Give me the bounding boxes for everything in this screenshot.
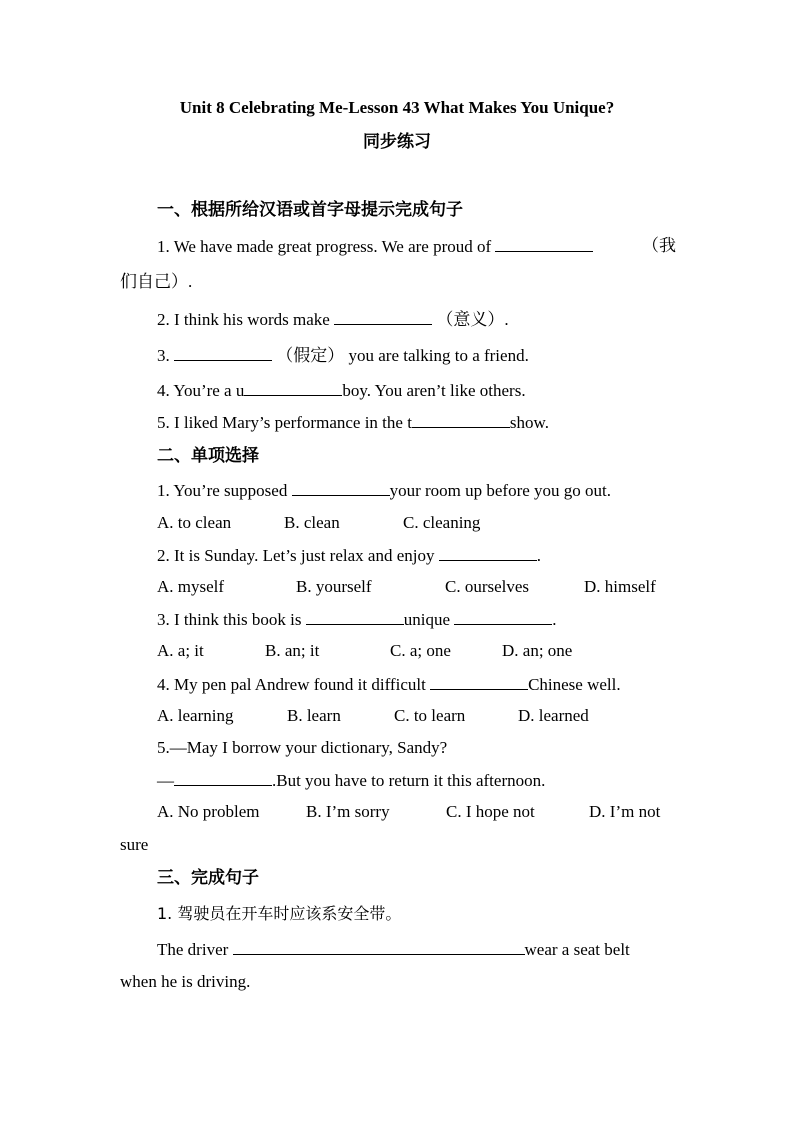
s2-q4-blank[interactable] (430, 673, 528, 690)
s2-q5-option-d[interactable]: D. I’m not (589, 802, 661, 821)
s2-q5-text-b: .But you have to return it this afternoon. (272, 771, 546, 790)
s2-q5-blank[interactable] (174, 769, 272, 786)
s2-q2-option-a[interactable]: A. myself (157, 577, 225, 596)
s2-q5-response (157, 769, 545, 792)
s1-q3-text: （假定） you are talking to a friend. (276, 346, 529, 365)
s2-q4-option-c[interactable]: C. to learn (394, 706, 466, 725)
s1-q2-text: 2. I think his words make (157, 310, 330, 329)
document-title: Unit 8 Celebrating Me-Lesson 43 What Makes You Unique? (179, 98, 615, 117)
s1-question-4 (157, 379, 526, 402)
s3-q1-blank[interactable] (233, 938, 525, 955)
s2-q5-option-a[interactable]: A. No problem (157, 802, 260, 821)
s1-q1-hint: （我 (642, 236, 676, 255)
s2-q3-option-b[interactable]: B. an; it (265, 641, 320, 660)
s1-q1-blank[interactable] (495, 235, 593, 252)
s1-q1-text: 1. We have made great progress. We are proud of (157, 237, 492, 256)
s1-q5-text-a: 5. I liked Mary’s performance in the t (157, 413, 412, 432)
s2-q5-option-b[interactable]: B. I’m sorry (306, 802, 390, 821)
s2-q3-blank-2[interactable] (454, 608, 552, 625)
s2-q2-option-b[interactable]: B. yourself (296, 577, 372, 596)
s1-q4-blank[interactable] (244, 379, 342, 396)
s1-q5-text-b: show. (509, 413, 549, 432)
s1-question-1 (157, 235, 593, 258)
s3-q1-continuation: when he is driving. (120, 972, 251, 991)
section-2-heading: 二、单项选择 (157, 446, 259, 465)
s2-q4-text-b: Chinese well. (528, 675, 621, 694)
s2-q4-option-b[interactable]: B. learn (287, 706, 341, 725)
s3-q1-text-b: wear a seat belt (524, 940, 630, 959)
s1-question-3 (157, 344, 529, 367)
s1-q5-blank[interactable] (412, 411, 510, 428)
s2-q1-text-b: your room up before you go out. (389, 481, 612, 500)
section-3-heading: 三、完成句子 (157, 868, 259, 887)
s2-q2-option-d[interactable]: D. himself (584, 577, 656, 596)
s2-question-2 (157, 544, 541, 567)
s2-q3-text-a: 3. I think this book is (157, 610, 302, 629)
s2-q3-text-c: . (552, 610, 557, 629)
s2-q3-blank-1[interactable] (306, 608, 404, 625)
s1-question-2 (157, 308, 509, 331)
s2-question-3 (157, 608, 557, 631)
s1-q4-text-b: boy. You aren’t like others. (342, 381, 526, 400)
s1-question-5 (157, 411, 549, 434)
s3-q1-text-a: The driver (157, 940, 229, 959)
s2-q3-text-b: unique (403, 610, 451, 629)
s2-q5-option-d-wrap: sure (120, 835, 149, 854)
s2-q2-text-a: 2. It is Sunday. Let’s just relax and enjoy (157, 546, 435, 565)
s1-q3-blank[interactable] (174, 344, 272, 361)
s2-q1-option-c[interactable]: C. cleaning (403, 513, 481, 532)
s1-q3-number: 3. (157, 346, 170, 365)
s1-q2-hint: （意义）. (436, 310, 509, 329)
s2-q1-option-b[interactable]: B. clean (284, 513, 340, 532)
document-subtitle: 同步练习 (363, 132, 431, 151)
s2-q1-text-a: 1. You’re supposed (157, 481, 288, 500)
s2-q1-blank[interactable] (292, 479, 390, 496)
s2-q3-option-d[interactable]: D. an; one (502, 641, 573, 660)
s2-question-4 (157, 673, 621, 696)
s2-question-5: 5.—May I borrow your dictionary, Sandy? (157, 738, 448, 757)
s1-q4-text-a: 4. You’re a u (157, 381, 245, 400)
s2-q2-blank[interactable] (439, 544, 537, 561)
s2-q5-option-c[interactable]: C. I hope not (446, 802, 535, 821)
s2-q4-option-a[interactable]: A. learning (157, 706, 234, 725)
s2-q1-option-a[interactable]: A. to clean (157, 513, 232, 532)
s2-question-1 (157, 479, 611, 502)
s2-q4-option-d[interactable]: D. learned (518, 706, 589, 725)
s3-q1-chinese: 1. 驾驶员在开车时应该系安全带。 (157, 904, 402, 923)
s2-q2-option-c[interactable]: C. ourselves (445, 577, 530, 596)
s1-q1-continuation: 们自己）. (120, 272, 193, 291)
s3-question-1 (157, 938, 630, 961)
section-1-heading: 一、根据所给汉语或首字母提示完成句子 (157, 200, 463, 219)
s2-q3-option-c[interactable]: C. a; one (390, 641, 451, 660)
s2-q3-option-a[interactable]: A. a; it (157, 641, 204, 660)
s2-q2-text-b: . (536, 546, 541, 565)
s1-q2-blank[interactable] (334, 308, 432, 325)
s2-q5-dash: — (157, 771, 174, 790)
s2-q4-text-a: 4. My pen pal Andrew found it difficult (157, 675, 426, 694)
